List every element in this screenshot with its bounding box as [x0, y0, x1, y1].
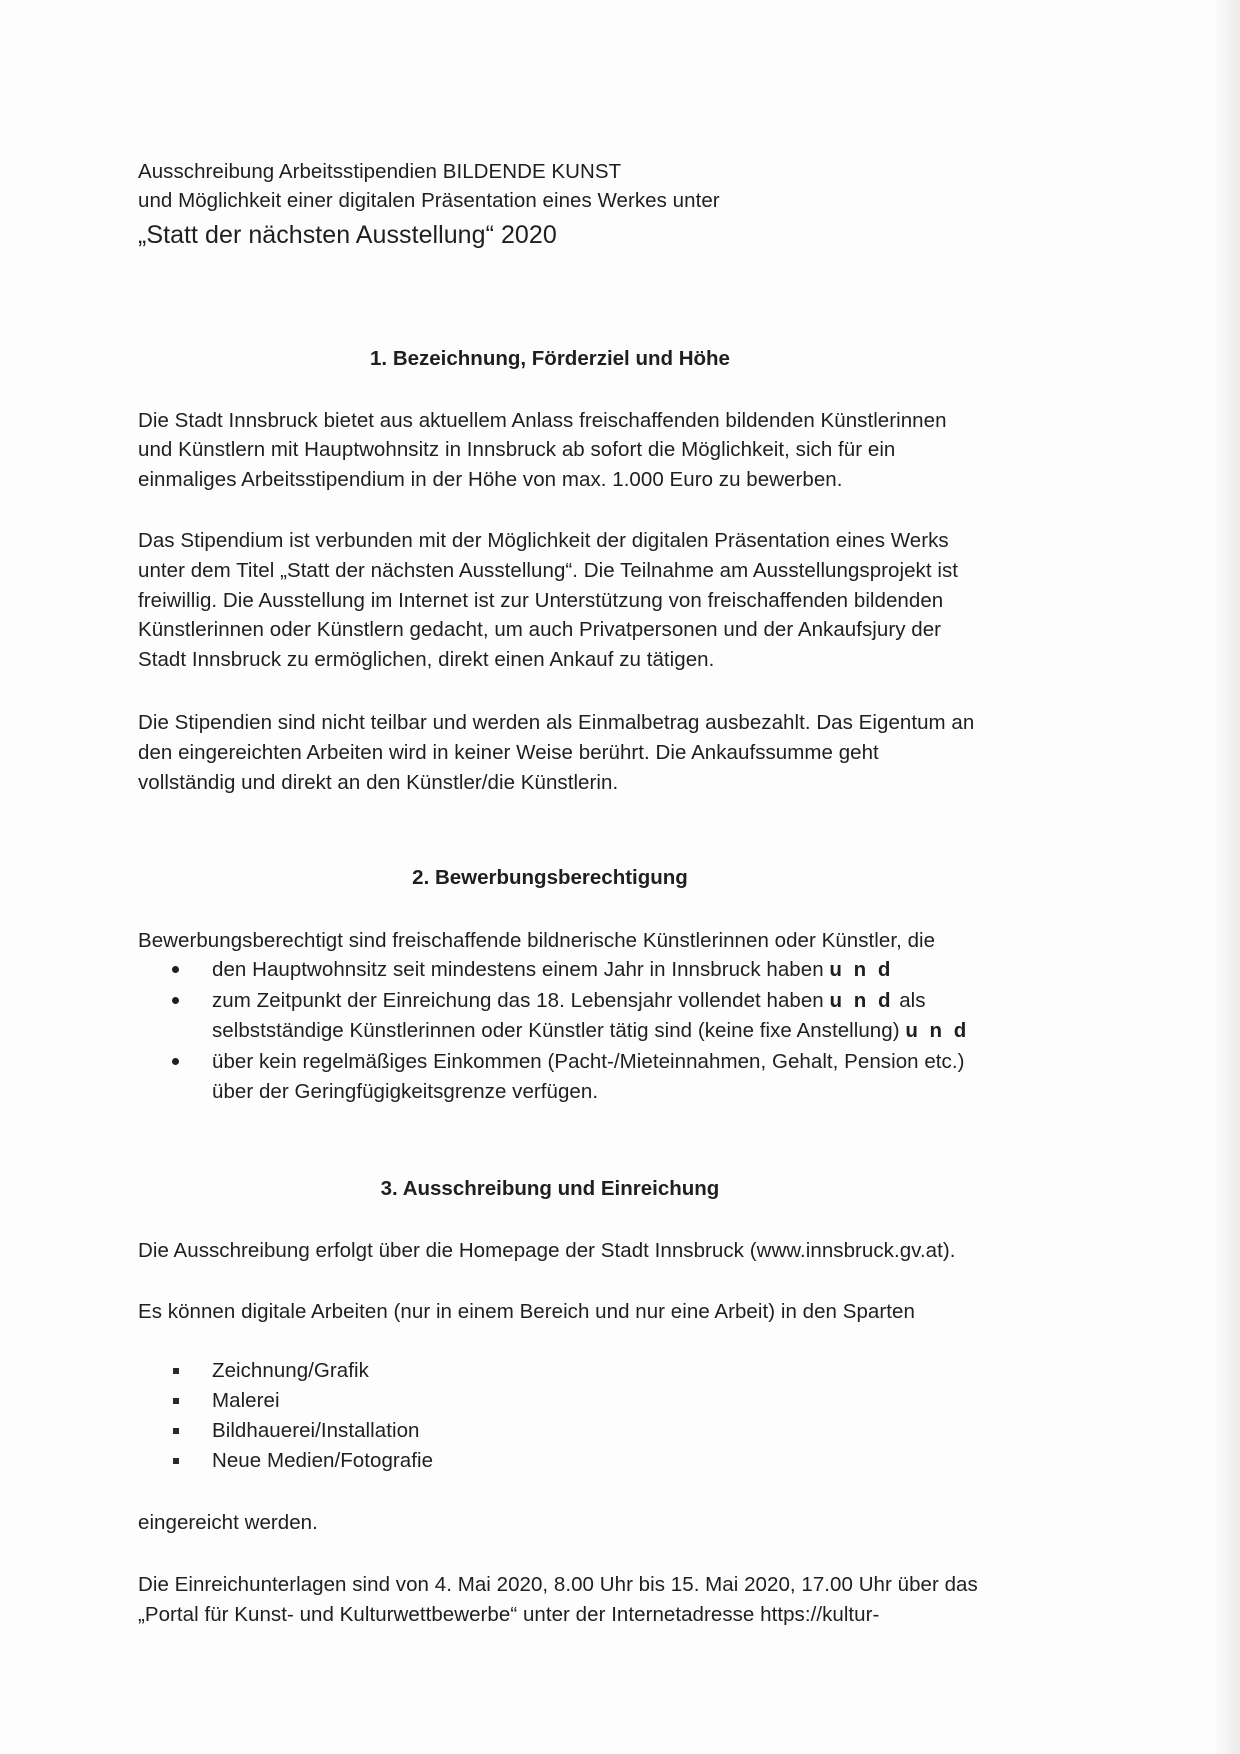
s2-bullet-2 [212, 988, 926, 1014]
s1-p3-line-3: vollständig und direkt an den Künstler/die Künstlerin. [138, 771, 619, 794]
s3-item-2: Malerei [212, 1389, 280, 1412]
s3-p3: eingereicht werden. [138, 1511, 318, 1534]
square-bullet [173, 1398, 179, 1404]
section-1-heading: 1. Bezeichnung, Förderziel und Höhe [370, 347, 730, 370]
s1-p3-line-2: den eingereichten Arbeiten wird in keiner Weise berührt. Die Ankaufssumme geht [138, 741, 879, 764]
bullet-dot [172, 997, 179, 1004]
square-bullet [173, 1428, 179, 1434]
s2-bullet-2-cont [212, 1018, 969, 1044]
s1-p2-line-2: unter dem Titel „Statt der nächsten Ausstellung“. Die Teilnahme am Ausstellungsprojekt ist [138, 559, 958, 582]
s3-p4-line-1: Die Einreichunterlagen sind von 4. Mai 2020, 8.00 Uhr bis 15. Mai 2020, 17.00 Uhr über das [138, 1573, 978, 1596]
s3-item-4: Neue Medien/Fotografie [212, 1449, 434, 1472]
und-emphasis: u n d [829, 958, 894, 981]
s1-p2-line-1: Das Stipendium ist verbunden mit der Möglichkeit der digitalen Präsentation eines Werks [138, 529, 949, 552]
square-bullet [173, 1458, 179, 1464]
s1-p3-line-1: Die Stipendien sind nicht teilbar und werden als Einmalbetrag ausbezahlt. Das Eigentum an [138, 711, 975, 734]
s3-item-3: Bildhauerei/Installation [212, 1419, 420, 1442]
s2-bullet-3: über kein regelmäßiges Einkommen (Pacht-/Mieteinnahmen, Gehalt, Pension etc.) [212, 1050, 965, 1073]
bullet-dot [172, 966, 179, 973]
s1-p2-line-3: freiwillig. Die Ausstellung im Internet ist zur Unterstützung von freischaffenden bildenden [138, 589, 944, 612]
s1-p1-line-1: Die Stadt Innsbruck bietet aus aktuellem Anlass freischaffenden bildenden Künstlerinnen [138, 409, 947, 432]
s1-p1-line-3: einmaliges Arbeitsstipendium in der Höhe von max. 1.000 Euro zu bewerben. [138, 468, 843, 491]
und-emphasis: u n d [905, 1019, 970, 1042]
s3-p4-line-2: „Portal für Kunst- und Kulturwettbewerbe“ unter der Internetadresse https://kultur- [138, 1603, 880, 1626]
square-bullet [173, 1368, 179, 1374]
s1-p2-line-4: Künstlerinnen oder Künstlern gedacht, um auch Privatpersonen und der Ankaufsjury der [138, 618, 942, 641]
s2-bullet-2-text: zum Zeitpunkt der Einreichung das 18. Lebensjahr vollendet haben [212, 989, 824, 1012]
header-line-2: und Möglichkeit einer digitalen Präsentation eines Werkes unter [138, 189, 720, 212]
s2-bullet-2-tail: als [899, 989, 926, 1012]
header-line-1: Ausschreibung Arbeitsstipendien BILDENDE KUNST [138, 160, 622, 183]
s2-intro: Bewerbungsberechtigt sind freischaffende bildnerische Künstlerinnen oder Künstler, die [138, 929, 936, 952]
section-2-heading: 2. Bewerbungsberechtigung [412, 866, 688, 889]
bullet-dot [172, 1058, 179, 1065]
s3-item-1: Zeichnung/Grafik [212, 1359, 369, 1382]
s1-p1-line-2: und Künstlern mit Hauptwohnsitz in Innsbruck ab sofort die Möglichkeit, sich für ein [138, 438, 896, 461]
s2-bullet-2-cont-text: selbstständige Künstlerinnen oder Künstler tätig sind (keine fixe Anstellung) [212, 1019, 900, 1042]
section-3-heading: 3. Ausschreibung und Einreichung [380, 1177, 720, 1200]
document-title: „Statt der nächsten Ausstellung“ 2020 [138, 221, 557, 249]
s1-p2-line-5: Stadt Innsbruck zu ermöglichen, direkt einen Ankauf zu tätigen. [138, 648, 715, 671]
und-emphasis: u n d [829, 989, 894, 1012]
scan-edge-shadow [1214, 0, 1240, 1754]
s3-p2: Es können digitale Arbeiten (nur in einem Bereich und nur eine Arbeit) in den Sparten [138, 1300, 915, 1323]
s2-bullet-1 [212, 957, 893, 983]
s2-bullet-3-cont: über der Geringfügigkeitsgrenze verfügen. [212, 1080, 599, 1103]
s3-p1: Die Ausschreibung erfolgt über die Homepage der Stadt Innsbruck (www.innsbruck.gv.at). [138, 1239, 956, 1262]
s2-bullet-1-text: den Hauptwohnsitz seit mindestens einem Jahr in Innsbruck haben [212, 958, 824, 981]
